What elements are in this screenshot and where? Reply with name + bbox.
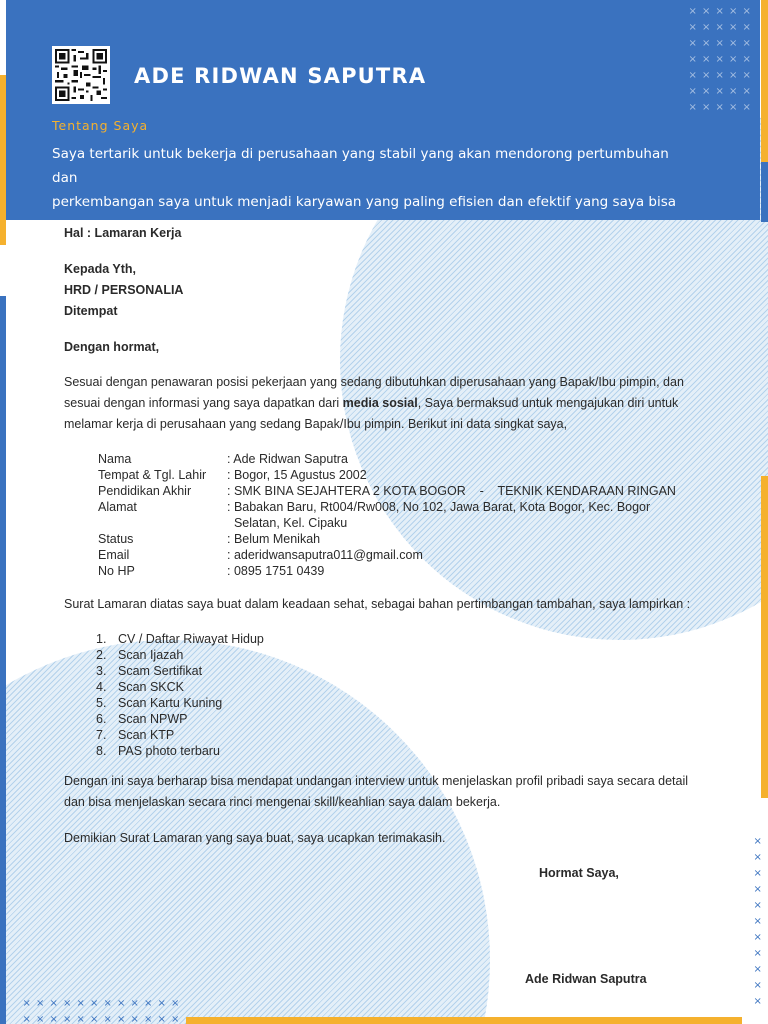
applicant-info-table xyxy=(98,451,676,579)
cross-mark: × xyxy=(130,998,139,1009)
info-key: Tempat & Tgl. Lahir xyxy=(98,468,207,482)
closing-line: dan bisa menjelaskan secara rinci mengenai skill/keahlian saya dalam bekerja. xyxy=(64,795,501,809)
cross-mark: × xyxy=(753,948,762,959)
info-row xyxy=(98,499,676,515)
cross-mark: × xyxy=(688,22,697,33)
cross-mark: × xyxy=(702,102,711,113)
cross-mark: × xyxy=(76,998,85,1009)
info-key: No HP xyxy=(98,564,135,578)
attachment-number: 2. xyxy=(96,648,107,662)
info-key: Nama xyxy=(98,452,132,466)
cross-mark: × xyxy=(688,102,697,113)
cross-mark: × xyxy=(702,6,711,17)
cross-mark: × xyxy=(130,1014,139,1024)
info-key xyxy=(98,515,227,531)
attachment-item xyxy=(96,711,264,727)
intro-paragraph xyxy=(64,372,714,435)
info-key: Pendidikan Akhir xyxy=(98,484,192,498)
cross-mark: × xyxy=(715,38,724,49)
attachment-label: PAS photo terbaru xyxy=(118,744,220,758)
cross-pattern-header xyxy=(686,4,754,116)
info-value: : Belum Menikah xyxy=(227,532,321,546)
attachment-label: Scan KTP xyxy=(118,728,175,742)
cross-mark: × xyxy=(22,998,31,1009)
attachment-label: Scan Ijazah xyxy=(118,648,184,662)
attachment-intro: Surat Lamaran diatas saya buat dalam keadaan sehat, sebagai bahan pertimbangan tambahan, saya lampirkan : xyxy=(64,597,691,611)
cross-mark: × xyxy=(157,1014,166,1024)
cross-mark: × xyxy=(688,54,697,65)
intro-emphasis: media sosial xyxy=(342,396,418,410)
attachment-label: CV / Daftar Riwayat Hidup xyxy=(118,632,264,646)
cross-mark: × xyxy=(103,1014,112,1024)
cross-mark: × xyxy=(715,6,724,17)
cross-mark: × xyxy=(103,998,112,1009)
attachment-list xyxy=(96,631,264,759)
cross-mark: × xyxy=(742,38,751,49)
cross-mark: × xyxy=(22,1014,31,1024)
recipient-line: HRD / PERSONALIA xyxy=(64,283,184,297)
cross-mark: × xyxy=(729,6,738,17)
attachment-number: 7. xyxy=(96,728,107,742)
cross-mark: × xyxy=(742,54,751,65)
attachment-item xyxy=(96,679,264,695)
cross-mark: × xyxy=(753,900,762,911)
attachment-label: Scan NPWP xyxy=(118,712,188,726)
cross-mark: × xyxy=(76,1014,85,1024)
cross-mark: × xyxy=(688,70,697,81)
signer-name: Ade Ridwan Saputra xyxy=(525,972,647,986)
cross-mark: × xyxy=(742,86,751,97)
cross-mark: × xyxy=(702,22,711,33)
cross-mark: × xyxy=(729,38,738,49)
cross-mark: × xyxy=(753,852,762,863)
closing-statement: Demikian Surat Lamaran yang saya buat, saya ucapkan terimakasih. xyxy=(64,831,446,845)
cross-mark: × xyxy=(90,1014,99,1024)
closing-paragraph xyxy=(64,771,714,813)
cross-pattern-right xyxy=(751,834,765,1010)
attachment-label: Scam Sertifikat xyxy=(118,664,203,678)
left-blue-bar xyxy=(0,296,6,1024)
attachment-item xyxy=(96,727,264,743)
attachment-item xyxy=(96,695,264,711)
cross-mark: × xyxy=(753,868,762,879)
attachment-item xyxy=(96,743,264,759)
info-value: : 0895 1751 0439 xyxy=(227,564,325,578)
cross-mark: × xyxy=(688,86,697,97)
attachment-number: 1. xyxy=(96,632,107,646)
info-row xyxy=(98,547,676,563)
cross-mark: × xyxy=(753,980,762,991)
info-key: Alamat xyxy=(98,500,137,514)
info-value: : Bogor, 15 Agustus 2002 xyxy=(227,468,367,482)
cross-mark: × xyxy=(688,6,697,17)
about-text-line: perkembangan saya untuk menjadi karyawan yang paling efisien dan efektif yang saya bisa xyxy=(52,194,677,210)
cross-mark: × xyxy=(753,996,762,1007)
cross-mark: × xyxy=(117,998,126,1009)
cross-mark: × xyxy=(90,998,99,1009)
info-value: : aderidwansaputra011@gmail.com xyxy=(227,548,423,562)
cross-mark: × xyxy=(715,102,724,113)
cross-mark: × xyxy=(702,86,711,97)
recipient-line: Kepada Yth, xyxy=(64,262,137,276)
attachment-number: 5. xyxy=(96,696,107,710)
applicant-name-heading: ADE RIDWAN SAPUTRA xyxy=(134,64,427,88)
qr-code-graphic xyxy=(55,49,107,101)
attachment-number: 8. xyxy=(96,744,107,758)
cross-mark: × xyxy=(63,1014,72,1024)
cross-mark: × xyxy=(702,54,711,65)
attachment-item xyxy=(96,647,264,663)
cross-mark: × xyxy=(753,932,762,943)
cross-mark: × xyxy=(753,884,762,895)
cross-mark: × xyxy=(144,1014,153,1024)
cross-mark: × xyxy=(171,1014,180,1024)
cross-mark: × xyxy=(715,22,724,33)
cross-mark: × xyxy=(49,998,58,1009)
sign-off: Hormat Saya, xyxy=(539,866,619,880)
info-row xyxy=(98,563,676,579)
cross-mark: × xyxy=(742,6,751,17)
about-text-line: Saya tertarik untuk bekerja di perusahaan yang stabil yang akan mendorong pertumbuhan dan xyxy=(52,146,669,186)
cross-mark: × xyxy=(144,998,153,1009)
letter-subject: Hal : Lamaran Kerja xyxy=(64,226,182,240)
cross-mark: × xyxy=(702,38,711,49)
attachment-number: 6. xyxy=(96,712,107,726)
cross-mark: × xyxy=(729,102,738,113)
cross-mark: × xyxy=(702,70,711,81)
bottom-accent-bar xyxy=(186,1017,742,1024)
right-accent-bar-mid xyxy=(761,476,768,798)
cross-mark: × xyxy=(729,70,738,81)
info-value: : Ade Ridwan Saputra xyxy=(227,452,348,466)
cross-mark: × xyxy=(753,964,762,975)
cross-mark: × xyxy=(742,70,751,81)
cross-mark: × xyxy=(49,1014,58,1024)
intro-line: melamar kerja di perusahaan yang sedang Bapak/Ibu pimpin. Berikut ini data singkat saya, xyxy=(64,417,568,431)
cross-mark: × xyxy=(729,54,738,65)
qr-code[interactable] xyxy=(52,46,110,104)
info-row xyxy=(98,531,676,547)
attachment-label: Scan Kartu Kuning xyxy=(118,696,223,710)
info-row xyxy=(98,467,676,483)
intro-text: sesuai dengan informasi yang saya dapatkan dari xyxy=(64,396,343,410)
cross-mark: × xyxy=(729,22,738,33)
cross-mark: × xyxy=(742,102,751,113)
cross-mark: × xyxy=(117,1014,126,1024)
cross-mark: × xyxy=(171,998,180,1009)
intro-line: Sesuai dengan penawaran posisi pekerjaan yang sedang dibutuhkan diperusahaan yang Bapak/Ibu pimpin, dan xyxy=(64,375,684,389)
info-key: Status xyxy=(98,532,134,546)
intro-line xyxy=(64,393,714,414)
attachment-number: 3. xyxy=(96,664,107,678)
info-row xyxy=(98,483,676,499)
cross-mark: × xyxy=(729,86,738,97)
about-title: Tentang Saya xyxy=(52,118,149,133)
cross-mark: × xyxy=(157,998,166,1009)
cross-mark: × xyxy=(688,38,697,49)
info-value: : Babakan Baru, Rt004/Rw008, No 102, Jawa Barat, Kota Bogor, Kec. Bogor xyxy=(227,500,651,514)
attachment-label: Scan SKCK xyxy=(118,680,185,694)
cross-mark: × xyxy=(63,998,72,1009)
cross-mark: × xyxy=(753,916,762,927)
intro-text: , Saya bermaksud untuk mengajukan diri untuk xyxy=(417,396,679,410)
attachment-item xyxy=(96,663,264,679)
info-value: Selatan, Kel. Cipaku xyxy=(227,516,348,530)
attachment-number: 4. xyxy=(96,680,107,694)
info-row xyxy=(98,515,676,531)
info-value: : SMK BINA SEJAHTERA 2 KOTA BOGOR - TEKNIK KENDARAAN RINGAN xyxy=(227,484,676,498)
cross-pattern-bottom xyxy=(20,996,182,1024)
right-accent-bar-top xyxy=(761,0,768,162)
cross-mark: × xyxy=(715,54,724,65)
greeting: Dengan hormat, xyxy=(64,340,160,354)
about-text xyxy=(52,142,692,214)
cross-mark: × xyxy=(742,22,751,33)
info-row xyxy=(98,451,676,467)
cross-mark: × xyxy=(753,836,762,847)
right-blue-bar xyxy=(761,162,768,222)
cross-mark: × xyxy=(715,86,724,97)
attachment-item xyxy=(96,631,264,647)
recipient-line: Ditempat xyxy=(64,304,118,318)
closing-line: Dengan ini saya berharap bisa mendapat undangan interview untuk menjelaskan profil pribadi saya secara detail xyxy=(64,774,688,788)
cross-mark: × xyxy=(715,70,724,81)
cross-mark: × xyxy=(36,998,45,1009)
cross-mark: × xyxy=(36,1014,45,1024)
info-key: Email xyxy=(98,548,130,562)
